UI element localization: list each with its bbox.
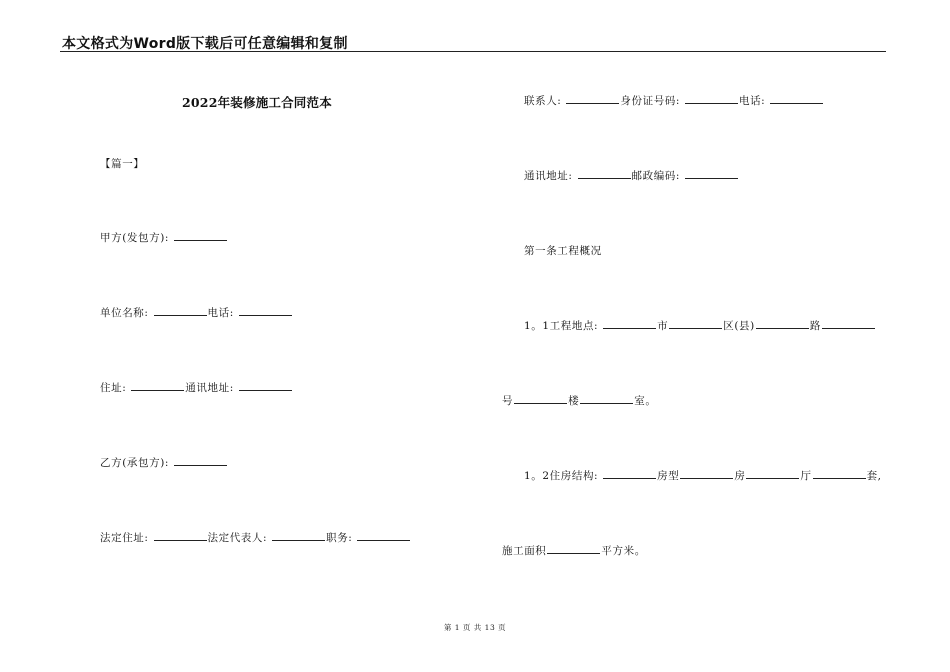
blank-field: [566, 93, 619, 104]
room-label: 室。: [634, 395, 657, 407]
phone-label: 电话:: [207, 307, 234, 319]
document-title: 2022年装修施工合同范本: [182, 95, 332, 110]
phone-label: 电话:: [738, 95, 766, 107]
item-1-1-label: 1。1工程地点:: [524, 320, 599, 332]
road-label: 路: [809, 320, 821, 332]
mail-address-label: 通讯地址:: [524, 170, 573, 182]
mail-line: [524, 168, 739, 183]
unit-line: [100, 305, 293, 320]
blank-field: [822, 318, 875, 329]
blank-field: [756, 318, 809, 329]
blank-field: [669, 318, 722, 329]
blank-field: [746, 468, 799, 479]
rooms-label: 房: [734, 470, 746, 482]
area-unit-label: 平方米。: [601, 545, 646, 557]
project-location-line-cont: [502, 393, 656, 408]
party-b-label: 乙方(承包方):: [100, 457, 170, 469]
legal-rep-label: 法定代表人:: [207, 532, 268, 544]
section-label: 【篇一】: [100, 158, 145, 170]
party-b-line: [100, 455, 228, 470]
area-label: 施工面积: [502, 545, 547, 557]
legal-address-label: 法定住址:: [100, 532, 149, 544]
blank-field: [603, 468, 656, 479]
city-label: 市: [657, 320, 669, 332]
header-divider: [60, 51, 886, 52]
unit-name-label: 单位名称:: [100, 307, 149, 319]
sets-label: 套,: [866, 470, 882, 482]
blank-field: [813, 468, 866, 479]
blank-field: [514, 393, 567, 404]
blank-field: [578, 168, 631, 179]
blank-field: [131, 380, 184, 391]
legal-line: [100, 530, 411, 545]
position-label: 职务:: [326, 532, 353, 544]
contact-label: 联系人:: [524, 95, 562, 107]
page-number: 第 1 页 共 13 页: [443, 623, 507, 632]
article-1-heading: 第一条工程概况: [524, 245, 602, 257]
building-label: 楼: [568, 395, 580, 407]
party-a-line: [100, 230, 228, 245]
house-structure-line: [524, 468, 882, 483]
blank-field: [680, 468, 733, 479]
blank-field: [272, 530, 325, 541]
contact-line: [524, 93, 824, 108]
blank-field: [239, 305, 292, 316]
id-number-label: 身份证号码:: [620, 95, 681, 107]
blank-field: [603, 318, 656, 329]
project-location-line: [524, 318, 876, 333]
blank-field: [174, 230, 227, 241]
halls-label: 厅: [800, 470, 812, 482]
blank-field: [154, 530, 207, 541]
postcode-label: 邮政编码:: [631, 170, 681, 182]
blank-field: [580, 393, 633, 404]
house-type-label: 房型: [657, 470, 680, 482]
number-label: 号: [502, 395, 514, 407]
blank-field: [154, 305, 207, 316]
blank-field: [685, 168, 738, 179]
blank-field: [685, 93, 738, 104]
blank-field: [357, 530, 410, 541]
address-line: [100, 380, 293, 395]
blank-field: [547, 543, 600, 554]
address-label: 住址:: [100, 382, 127, 394]
mail-address-label: 通讯地址:: [185, 382, 234, 394]
item-1-2-label: 1。2住房结构:: [524, 470, 599, 482]
blank-field: [174, 455, 227, 466]
blank-field: [239, 380, 292, 391]
blank-field: [770, 93, 823, 104]
party-a-label: 甲方(发包方):: [100, 232, 170, 244]
district-label: 区(县): [723, 320, 755, 332]
document-header-title: 本文格式为Word版下载后可任意编辑和复制: [62, 36, 348, 52]
construction-area-line: [502, 543, 646, 558]
